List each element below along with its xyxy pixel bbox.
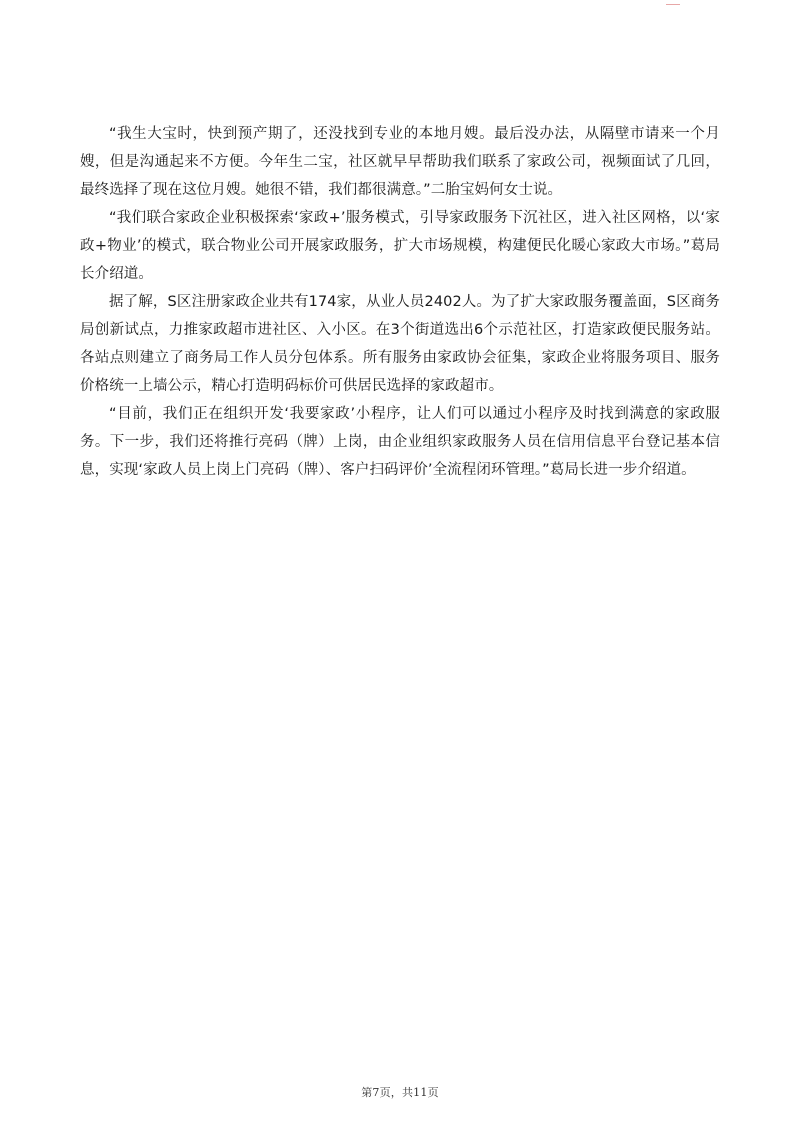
paragraph-2: “我们联合家政企业积极探索‘家政+’服务模式，引导家政服务下沉社区，进入社区网格，以‘家政+物业’的模式，联合物业公司开展家政服务，扩大市场规模，构建便民化暖心家政大市场。”葛局长介绍道。: [80, 210, 720, 282]
corner-mark: [666, 4, 680, 5]
paragraph-3: 据了解，S区注册家政企业共有174家，从业人员2402人。为了扩大家政服务覆盖面，S区商务局创新试点，力推家政超市进社区、入小区。在3个街道选出6个示范社区，打造家政便民服务站。各站点则建立了商务局工作人员分包体系。所有服务由家政协会征集，家政企业将服务项目、服务价格统一上墙公示，精心打造明码标价可供居民选择的家政超市。: [80, 294, 720, 394]
paragraph-1: “我生大宝时，快到预产期了，还没找到专业的本地月嫂。最后没办法，从隔壁市请来一个月嫂，但是沟通起来不方便。今年生二宝，社区就早早帮助我们联系了家政公司，视频面试了几回，最终选择了现在这位月嫂。她很不错，我们都很满意。”二胎宝妈何女士说。: [80, 126, 720, 198]
body-text: [80, 120, 720, 484]
page-number: 第7页，共11页: [361, 1086, 439, 1099]
paragraph-4: “目前，我们正在组织开发‘我要家政’小程序，让人们可以通过小程序及时找到满意的家政服务。下一步，我们还将推行亮码（牌）上岗，由企业组织家政服务人员在信用信息平台登记基本信息，实现‘家政人员上岗上门亮码（牌）、客户扫码评价’全流程闭环管理。”葛局长进一步介绍道。: [80, 406, 720, 478]
